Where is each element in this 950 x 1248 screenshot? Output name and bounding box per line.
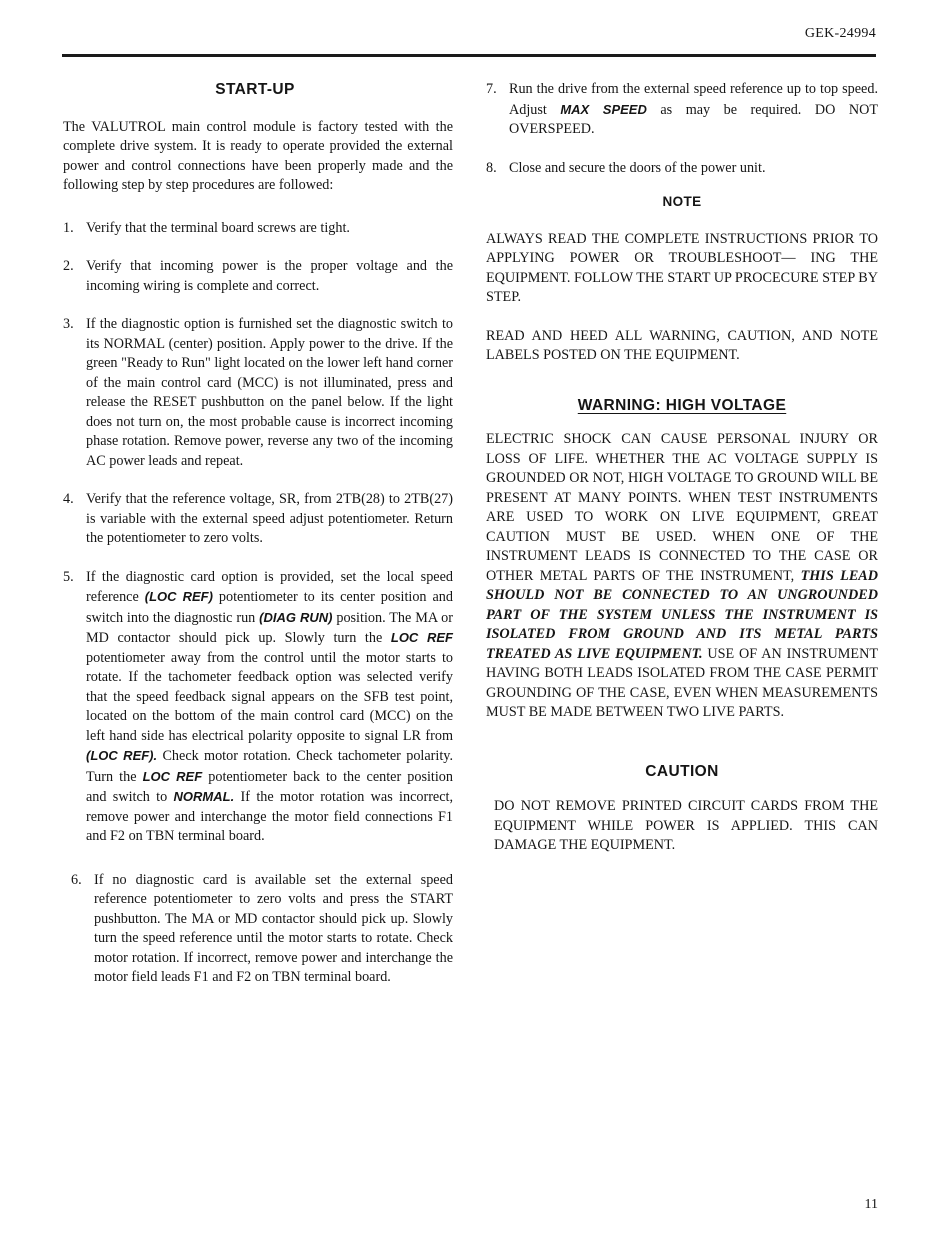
normal-label: NORMAL. [173, 789, 235, 804]
step-number: 7. [486, 81, 497, 97]
step-number: 8. [486, 159, 497, 176]
caution-heading: CAUTION [645, 762, 719, 780]
max-speed-label: MAX SPEED [560, 101, 647, 117]
list-item [486, 159, 878, 179]
step-number: 4. [63, 491, 74, 507]
loc-ref-label: (LOC REF) [144, 589, 213, 604]
warning-paragraph: ELECTRIC SHOCK CAN CAUSE PERSONAL INJURY OR LOSS OF LIFE. WHETHER THE AC VOLTAGE SUPPLY IS GROUNDED OR NOT, HIGH VOLTAGE TO GROUND WILL BE PRESENT AT MANY POINTS. WHEN TEST INSTRUMENTS ARE USED TO WORK ON LIVE EQUIPMENT, GREAT CAUTION MUST BE USED. WHEN ONE OF THE INSTRUMENT LEADS IS CONNECTED TO THE CASE OR OTHER METAL PARTS OF THE INSTRUMENT, THIS LEAD SHOULD NOT BE CONNECTED TO AN UNGROUNDED PART OF THE SYSTEM UNLESS THE INSTRUMENT IS ISOLATED FROM GROUND AND ITS METAL PARTS TREATED AS LIVE EQUIPMENT. USE OF AN INSTRUMENT HAVING BOTH LEADS ISOLATED FROM THE CASE PERMIT GROUNDING OF THE CASE, EVEN WHEN MEASUREMENTS MUST BE MADE BETWEEN TWO LIVE PARTS. [486, 431, 878, 720]
step-number: 6. [71, 871, 82, 888]
list-item [63, 568, 453, 847]
step-number: 3. [63, 316, 74, 332]
start-up-heading: START-UP [215, 81, 295, 98]
step-text: Verify that the terminal board screws are tight. [86, 219, 350, 236]
warning-emphasis: THIS LEAD SHOULD NOT BE CONNECTED TO AN UNGROUNDED PART OF THE SYSTEM UNLESS THE INSTRUMENT IS ISOLATED FROM GROUND AND ITS METAL PARTS TREATED AS LIVE EQUIPMENT. [486, 567, 878, 662]
step-text: Run the drive from the external speed reference up to top speed. Adjust MAX SPEED as may be required. DO NOT OVERSPEED. [509, 81, 878, 137]
warning-heading: WARNING: HIGH VOLTAGE [577, 396, 787, 414]
left-column [63, 80, 453, 988]
page-number: 11 [864, 1197, 878, 1212]
list-item [63, 257, 453, 296]
diag-run-label: (DIAG RUN) [259, 609, 333, 625]
step-number: 1. [63, 219, 74, 236]
step-number: 2. [63, 258, 74, 274]
caution-paragraph: DO NOT REMOVE PRINTED CIRCUIT CARDS FROM THE EQUIPMENT WHILE POWER IS APPLIED. THIS CAN DAMAGE THE EQUIPMENT. [494, 798, 878, 853]
note-paragraph: ALWAYS READ THE COMPLETE INSTRUCTIONS PRIOR TO APPLYING POWER OR TROUBLESHOOT— ING THE EQUIPMENT. FOLLOW THE START UP PROCECURE STEP BY STEP. [486, 230, 878, 305]
step-text: If the diagnostic card option is provided, set the local speed reference (LOC REF) potentiometer to its center position and switch into the diagnostic run (DIAG RUN) position. The MA or MD contactor should pick up. Slowly turn the LOC REF potentiometer away from the control until the motor starts to rotate. If the tachometer feedback option was selected verify that the speed feedback signal appears on the SFB test point, located on the bottom of the main control card (MCC) on the left hand side has electrical polarity opposite to signal LR from (LOC REF). Check motor rotation. Check tachometer polarity. Turn the LOC REF potentiometer back to the center position and switch to NORMAL. If the motor rotation was incorrect, remove power and interchange the motor field connections F1 and F2 on TBN terminal board. [86, 568, 453, 844]
header-rule [62, 54, 876, 57]
loc-ref-label: LOC REF [142, 768, 203, 784]
steps-list [63, 219, 453, 988]
note-paragraph: READ AND HEED ALL WARNING, CAUTION, AND NOTE LABELS POSTED ON THE EQUIPMENT. [486, 327, 878, 363]
document-number: GEK-24994 [804, 26, 876, 41]
note-heading: NOTE [662, 194, 702, 209]
step-text: Verify that the reference voltage, SR, from 2TB(28) to 2TB(27) is variable with the external speed adjust potentiometer. Return the potentiometer to zero volts. [86, 491, 453, 546]
step-text: Close and secure the doors of the power unit. [509, 159, 766, 176]
list-item [71, 871, 453, 988]
list-item [63, 219, 453, 239]
loc-ref-label: (LOC REF). [86, 748, 158, 763]
list-item [486, 80, 878, 140]
step-text: If the diagnostic option is furnished set the diagnostic switch to its NORMAL (center) position. Apply power to the drive. If the green "Ready to Run" light located on the lower left hand corner of the main control card (MCC) is not illuminated, press and release the RESET pushbutton on the panel below. If the light does not turn on, the most probable cause is incorrect incoming phase rotation. Remove power, reverse any two of the incoming AC power leads and repeat. [86, 316, 453, 469]
steps-list-continued [486, 80, 878, 178]
list-item [63, 490, 453, 549]
step-number: 5. [63, 568, 74, 585]
list-item [63, 315, 453, 471]
step-text: Verify that incoming power is the proper voltage and the incoming wiring is complete and correct. [86, 258, 453, 294]
intro-paragraph: The VALUTROL main control module is factory tested with the complete drive system. It is ready to operate provided the external power and control connections have been properly made and the following step by step procedures are followed: [63, 118, 453, 193]
right-column [486, 80, 878, 856]
step-text: If no diagnostic card is available set the external speed reference potentiometer to zero volts and press the START pushbutton. The MA or MD contactor should pick up. Slowly turn the speed reference until the motor starts to rotate. Check motor rotation. If incorrect, remove power and interchange the motor field leads F1 and F2 on TBN terminal board. [94, 871, 453, 985]
loc-ref-label: LOC REF [390, 630, 453, 645]
